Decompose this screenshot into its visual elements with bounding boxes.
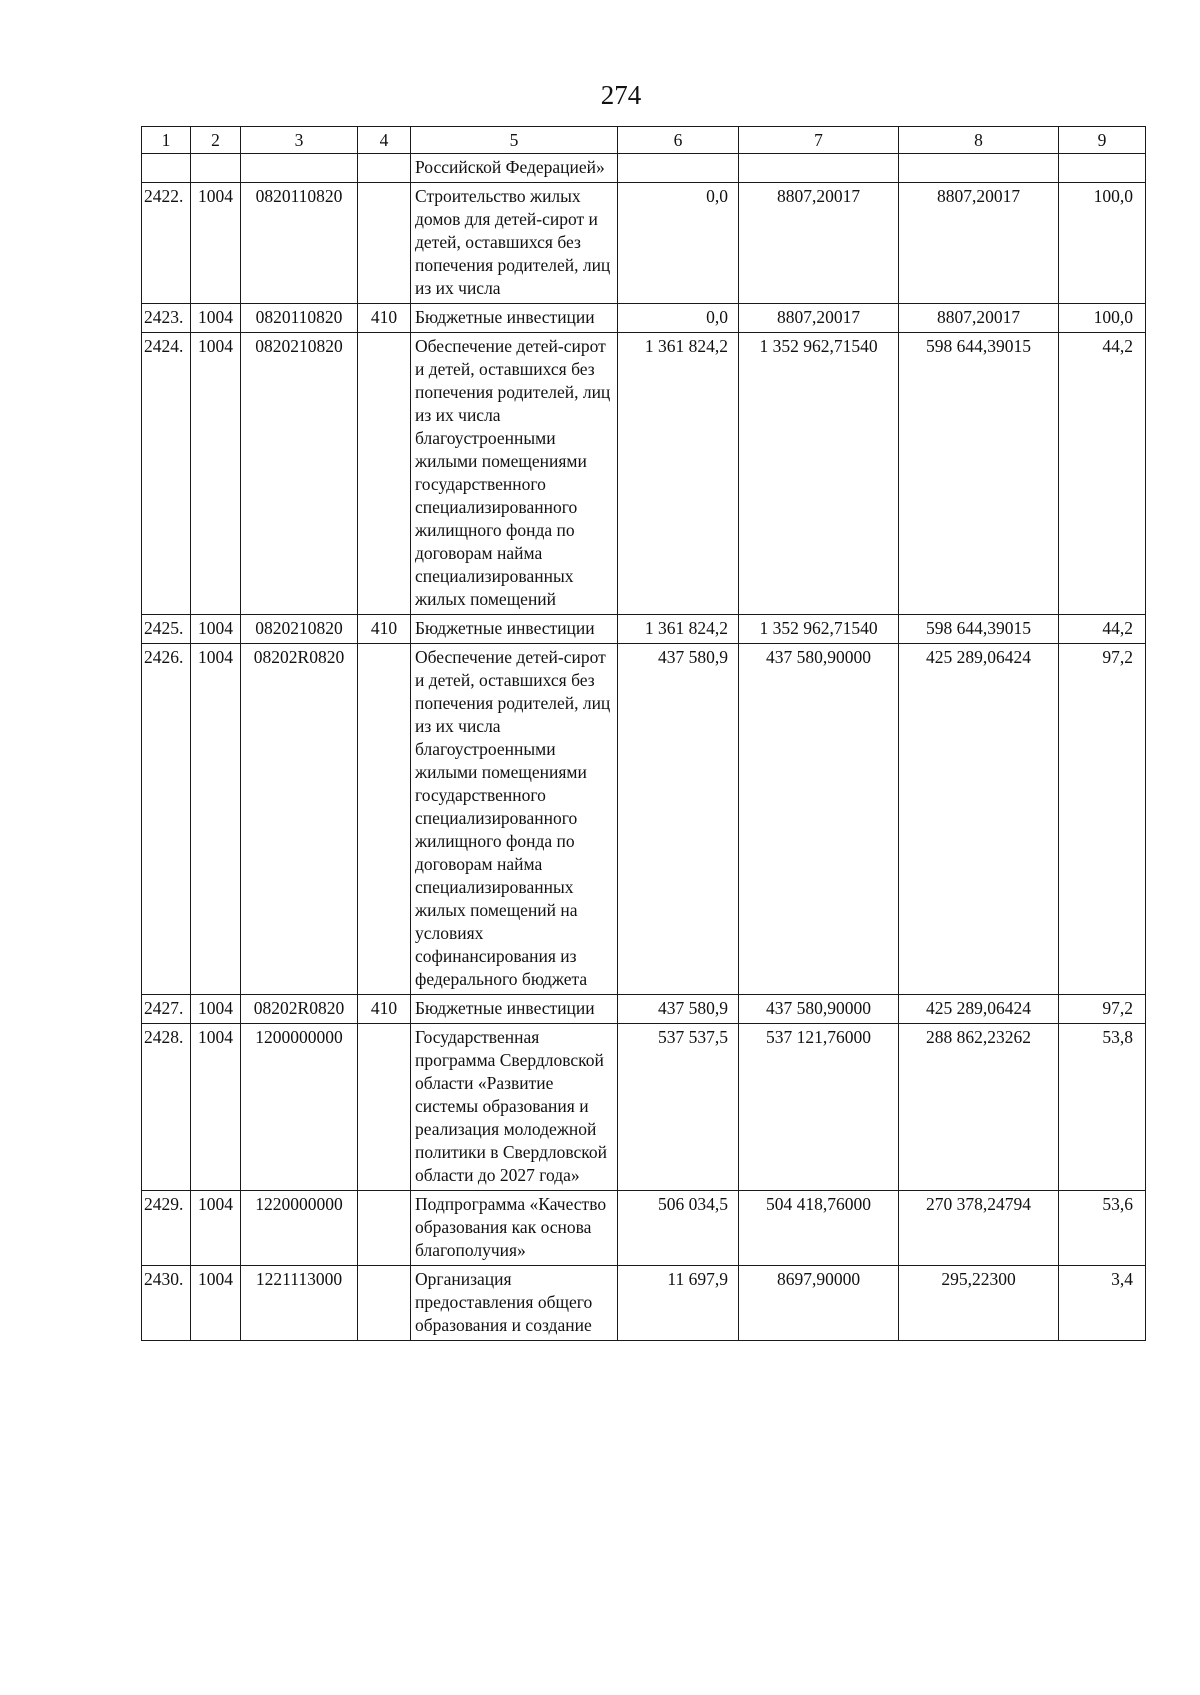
expense-type-code <box>358 183 411 304</box>
value-col6: 11 697,9 <box>618 1266 739 1341</box>
section-code: 1004 <box>191 644 241 995</box>
value-col7: 8807,20017 <box>739 304 899 333</box>
value-col8: 8807,20017 <box>899 183 1059 304</box>
row-number: 2428. <box>142 1024 191 1191</box>
percent-col9: 53,6 <box>1059 1191 1146 1266</box>
row-number: 2424. <box>142 333 191 615</box>
expense-type-code: 410 <box>358 615 411 644</box>
section-code: 1004 <box>191 1266 241 1341</box>
value-col8: 288 862,23262 <box>899 1024 1059 1191</box>
expense-type-code <box>358 154 411 183</box>
value-col8: 425 289,06424 <box>899 995 1059 1024</box>
row-number <box>142 154 191 183</box>
value-col6: 0,0 <box>618 304 739 333</box>
table-row <box>142 995 1146 1024</box>
table-row <box>142 615 1146 644</box>
value-col8: 295,22300 <box>899 1266 1059 1341</box>
table-header-row <box>142 127 1146 154</box>
column-header: 9 <box>1059 127 1146 154</box>
section-code: 1004 <box>191 995 241 1024</box>
item-name: Обеспечение детей-сирот и детей, оставшихся без попечения родителей, лиц из их числа благоустроенными жилыми помещениями государственного специализированного жилищного фонда по договорам найма специализированных жилых помещений на условиях софинансирования из федерального бюджета <box>411 644 618 995</box>
expense-type-code <box>358 1266 411 1341</box>
item-name: Обеспечение детей-сирот и детей, оставшихся без попечения родителей, лиц из их числа благоустроенными жилыми помещениями государственного специализированного жилищного фонда по договорам найма специализированных жилых помещений <box>411 333 618 615</box>
item-name: Подпрограмма «Качество образования как основа благополучия» <box>411 1191 618 1266</box>
value-col6: 1 361 824,2 <box>618 615 739 644</box>
item-name: Строительство жилых домов для детей-сирот и детей, оставшихся без попечения родителей, лиц из их числа <box>411 183 618 304</box>
expense-type-code: 410 <box>358 995 411 1024</box>
value-col8: 270 378,24794 <box>899 1191 1059 1266</box>
expense-type-code <box>358 1191 411 1266</box>
percent-col9: 53,8 <box>1059 1024 1146 1191</box>
value-col6: 437 580,9 <box>618 644 739 995</box>
value-col7: 437 580,90000 <box>739 644 899 995</box>
value-col6: 437 580,9 <box>618 995 739 1024</box>
item-name: Бюджетные инвестиции <box>411 615 618 644</box>
value-col7: 1 352 962,71540 <box>739 333 899 615</box>
percent-col9: 44,2 <box>1059 333 1146 615</box>
item-name: Организация предоставления общего образования и создание <box>411 1266 618 1341</box>
value-col7: 1 352 962,71540 <box>739 615 899 644</box>
item-name: Бюджетные инвестиции <box>411 304 618 333</box>
target-code: 0820210820 <box>241 333 358 615</box>
percent-col9: 3,4 <box>1059 1266 1146 1341</box>
percent-col9: 100,0 <box>1059 183 1146 304</box>
value-col6: 1 361 824,2 <box>618 333 739 615</box>
value-col8: 598 644,39015 <box>899 615 1059 644</box>
section-code: 1004 <box>191 615 241 644</box>
value-col8: 598 644,39015 <box>899 333 1059 615</box>
value-col7: 8807,20017 <box>739 183 899 304</box>
expense-type-code: 410 <box>358 304 411 333</box>
value-col7 <box>739 154 899 183</box>
percent-col9: 97,2 <box>1059 644 1146 995</box>
target-code: 0820110820 <box>241 304 358 333</box>
column-header: 8 <box>899 127 1059 154</box>
percent-col9: 100,0 <box>1059 304 1146 333</box>
expense-type-code <box>358 644 411 995</box>
value-col7: 537 121,76000 <box>739 1024 899 1191</box>
value-col6: 0,0 <box>618 183 739 304</box>
row-number: 2426. <box>142 644 191 995</box>
value-col6: 537 537,5 <box>618 1024 739 1191</box>
column-header: 7 <box>739 127 899 154</box>
expense-type-code <box>358 1024 411 1191</box>
row-number: 2430. <box>142 1266 191 1341</box>
table-row <box>142 1191 1146 1266</box>
target-code: 0820110820 <box>241 183 358 304</box>
table-row <box>142 644 1146 995</box>
percent-col9 <box>1059 154 1146 183</box>
target-code: 1200000000 <box>241 1024 358 1191</box>
section-code: 1004 <box>191 183 241 304</box>
target-code: 08202R0820 <box>241 644 358 995</box>
column-header: 4 <box>358 127 411 154</box>
item-name: Государственная программа Свердловской области «Развитие системы образования и реализация молодежной политики в Свердловской области до 2027 года» <box>411 1024 618 1191</box>
column-header: 5 <box>411 127 618 154</box>
value-col6 <box>618 154 739 183</box>
value-col8: 8807,20017 <box>899 304 1059 333</box>
value-col7: 504 418,76000 <box>739 1191 899 1266</box>
target-code: 1220000000 <box>241 1191 358 1266</box>
percent-col9: 97,2 <box>1059 995 1146 1024</box>
value-col7: 8697,90000 <box>739 1266 899 1341</box>
section-code: 1004 <box>191 1191 241 1266</box>
row-number: 2422. <box>142 183 191 304</box>
table-row <box>142 154 1146 183</box>
table-row <box>142 1024 1146 1191</box>
row-number: 2423. <box>142 304 191 333</box>
item-name: Бюджетные инвестиции <box>411 995 618 1024</box>
expense-type-code <box>358 333 411 615</box>
value-col8 <box>899 154 1059 183</box>
column-header: 2 <box>191 127 241 154</box>
section-code: 1004 <box>191 304 241 333</box>
budget-table <box>141 126 1146 1341</box>
row-number: 2425. <box>142 615 191 644</box>
value-col8: 425 289,06424 <box>899 644 1059 995</box>
item-name: Российской Федерацией» <box>411 154 618 183</box>
target-code: 1221113000 <box>241 1266 358 1341</box>
row-number: 2429. <box>142 1191 191 1266</box>
column-header: 6 <box>618 127 739 154</box>
page-number: 274 <box>600 80 642 110</box>
target-code: 0820210820 <box>241 615 358 644</box>
section-code <box>191 154 241 183</box>
row-number: 2427. <box>142 995 191 1024</box>
section-code: 1004 <box>191 333 241 615</box>
target-code <box>241 154 358 183</box>
table-row <box>142 304 1146 333</box>
section-code: 1004 <box>191 1024 241 1191</box>
target-code: 08202R0820 <box>241 995 358 1024</box>
table-row <box>142 333 1146 615</box>
column-header: 1 <box>142 127 191 154</box>
table-row <box>142 1266 1146 1341</box>
column-header: 3 <box>241 127 358 154</box>
table-row <box>142 183 1146 304</box>
value-col6: 506 034,5 <box>618 1191 739 1266</box>
percent-col9: 44,2 <box>1059 615 1146 644</box>
value-col7: 437 580,90000 <box>739 995 899 1024</box>
